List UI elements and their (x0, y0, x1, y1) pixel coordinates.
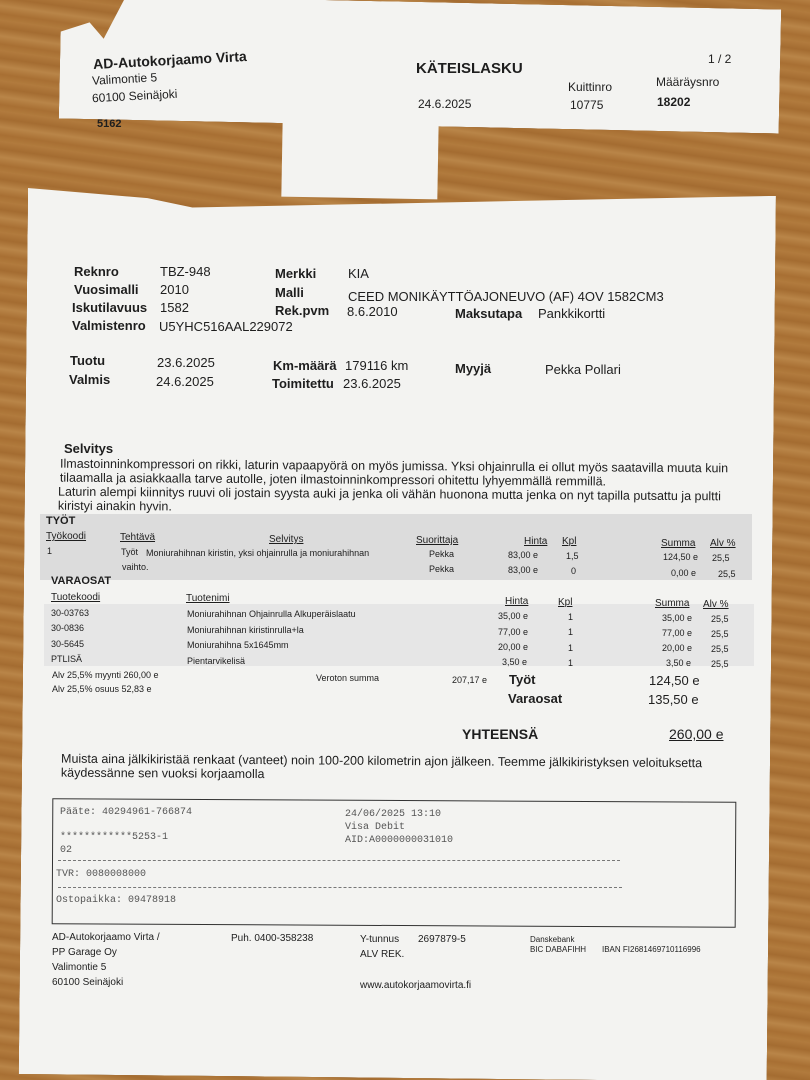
varaosat-col-alv: Alv % (703, 599, 729, 610)
tuotu-label: Tuotu (70, 353, 106, 368)
varaosat-row-kpl: 1 (568, 627, 574, 637)
varaosat-col-nimi: Tuotenimi (186, 593, 230, 604)
km-value: 179116 km (345, 358, 409, 373)
maksutapa-value: Pankkikortti (538, 306, 606, 321)
myyja-label: Myyjä (455, 361, 492, 376)
footer-ytunnus: 2697879-5 (418, 934, 466, 945)
tyot-row-koodi: 1 (47, 546, 53, 556)
tyot-col-kpl: Kpl (562, 536, 577, 547)
varaosat-row-koodi: 30-5645 (51, 639, 85, 649)
tyot-col-selvitys: Selvitys (269, 534, 304, 545)
valmistenro-label: Valmistenro (72, 318, 146, 333)
varaosat-row-summa: 35,00 e (662, 613, 693, 623)
malli-value: CEED MONIKÄYTTÖAJONEUVO (AF) 4OV 1582CM3 (348, 289, 664, 304)
receipt-ostopaikka: Ostopaikka: 09478918 (56, 895, 177, 906)
kuittinro-label: Kuittinro (568, 80, 613, 94)
varaosat-col-koodi: Tuotekoodi (51, 592, 101, 603)
tyot-row-hinta: 83,00 e (508, 550, 539, 560)
selvitys-text-1: Ilmastoinninkompressori on rikki, laturin vapaapyörä on myös jumissa. Yksi ohjainrulla ei ollut myös saatavilla muuta kuin tilaamalla ja asiakkaalla tarve autolle, joten ilmastoinninkompressori ohitettu lyhyemmällä remmillä. (59, 456, 729, 489)
varaosat-row-kpl: 1 (568, 658, 574, 668)
rekpvm-value: 8.6.2010 (347, 304, 398, 319)
toimitettu-value: 23.6.2025 (343, 376, 401, 391)
varaosat-total-value: 135,50 e (648, 692, 699, 707)
tyot-title: TYÖT (46, 515, 76, 527)
toimitettu-label: Toimitettu (272, 376, 334, 391)
page-number: 1 / 2 (708, 52, 732, 66)
tyot-row-summa: 0,00 e (671, 568, 697, 578)
iskutilavuus-label: Iskutilavuus (72, 300, 148, 315)
vuosimalli-label: Vuosimalli (74, 282, 139, 297)
tyot-row-suorittaja: Pekka (429, 549, 455, 559)
selvitys-title: Selvitys (64, 441, 114, 456)
tyot-col-suorittaja: Suorittaja (416, 535, 459, 546)
maaraysnro-label: Määräysnro (656, 75, 720, 89)
varaosat-row-koodi: PTLISÄ (51, 654, 83, 664)
varaosat-row-hinta: 77,00 e (498, 627, 529, 637)
varaosat-row-alv: 25,5 (711, 659, 729, 669)
kuittinro-value: 10775 (570, 98, 604, 112)
reknro-label: Reknro (74, 264, 119, 279)
varaosat-row-alv: 25,5 (711, 644, 729, 654)
footer-ytunnus-label: Y-tunnus (360, 934, 400, 945)
footer-company: AD-Autokorjaamo Virta / (52, 932, 160, 943)
tyot-row-suorittaja: Pekka (429, 564, 455, 574)
retorque-note: Muista aina jälkikiristää renkaat (vanteet) noin 100-200 kilometrin ajon jälkeen. Teemme jälkikiristyksen veloituksetta käydessänne sen vuoksi korjaamolla (60, 751, 703, 782)
tyot-col-koodi: Työkoodi (46, 531, 87, 542)
alv-myynti: Alv 25,5% myynti 260,00 e (52, 670, 159, 680)
tyot-total-value: 124,50 e (649, 673, 700, 688)
varaosat-row-koodi: 30-03763 (51, 608, 90, 618)
tyot-row-selvitys-cont: vaihto. (122, 562, 149, 572)
receipt-divider (58, 860, 620, 861)
rekpvm-label: Rek.pvm (275, 303, 330, 318)
varaosat-row-summa: 3,50 e (666, 658, 692, 668)
varaosat-row-hinta: 20,00 e (498, 642, 529, 652)
receipt-paate: Pääte: 40294961-766874 (60, 807, 193, 818)
vuosimalli-value: 2010 (160, 282, 189, 297)
myyja-value: Pekka Pollari (545, 362, 621, 377)
km-label: Km-määrä (273, 358, 337, 373)
footer-bank: Danskebank (530, 935, 575, 944)
footer-phone: Puh. 0400-358238 (231, 933, 314, 944)
reknro-value: TBZ-948 (160, 264, 211, 279)
varaosat-row-koodi: 30-0836 (51, 623, 85, 633)
receipt-aid: AID:A0000000031010 (345, 835, 454, 846)
tuotu-value: 23.6.2025 (157, 355, 215, 370)
tyot-row-summa: 124,50 e (663, 552, 699, 562)
receipt-datetime: 24/06/2025 13:10 (345, 809, 442, 820)
tyot-row-kpl: 1,5 (566, 551, 579, 561)
header-code: 5162 (97, 118, 122, 130)
varaosat-row-hinta: 35,00 e (498, 611, 529, 621)
receipt-card-type: Visa Debit (345, 822, 406, 833)
merkki-value: KIA (348, 266, 369, 281)
varaosat-title: VARAOSAT (51, 575, 112, 587)
footer-city: 60100 Seinäjoki (52, 977, 124, 988)
document-title: KÄTEISLASKU (416, 60, 523, 77)
tyot-col-summa: Summa (661, 538, 696, 549)
maaraysnro-value: 18202 (657, 95, 691, 109)
footer-street: Valimontie 5 (52, 962, 107, 973)
footer-bic: BIC DABAFIHH (530, 945, 587, 954)
tyot-total-label: Työt (509, 672, 536, 687)
varaosat-row-alv: 25,5 (711, 614, 729, 624)
company-city: 60100 Seinäjoki (91, 86, 178, 106)
varaosat-row-summa: 20,00 e (662, 643, 693, 653)
varaosat-row-nimi: Moniurahihna 5x1645mm (187, 640, 289, 650)
varaosat-row-nimi: Pientarvikelisä (187, 656, 246, 666)
tyot-row-tehtava: Työt (121, 547, 139, 557)
valmis-label: Valmis (69, 372, 111, 387)
maksutapa-label: Maksutapa (455, 306, 523, 321)
veroton-value: 207,17 e (452, 675, 488, 685)
tyot-row-hinta: 83,00 e (508, 565, 539, 575)
company-street: Valimontie 5 (91, 70, 158, 88)
tyot-row-alv: 25,5 (712, 553, 730, 563)
tyot-col-tehtava: Tehtävä (120, 532, 156, 543)
yhteensa-value: 260,00 e (669, 726, 724, 742)
selvitys-text-2: Laturin alempi kiinnitys ruuvi oli jostain syysta auki ja jenka oli vähän huonona mutta jenka on nyt tapilla putsattu ja pultti kiristyi ainakin hyvin. (57, 484, 721, 514)
footer-company-2: PP Garage Oy (52, 947, 117, 958)
varaosat-row-alv: 25,5 (711, 629, 729, 639)
tyot-col-alv: Alv % (710, 538, 736, 549)
receipt-card-number: ************5253-1 (60, 832, 169, 843)
malli-label: Malli (275, 285, 304, 300)
invoice-date: 24.6.2025 (418, 97, 472, 111)
varaosat-rows-band (44, 604, 754, 666)
footer-website: www.autokorjaamovirta.fi (360, 980, 472, 991)
alv-osuus: Alv 25,5% osuus 52,83 e (52, 684, 152, 694)
iskutilavuus-value: 1582 (160, 300, 189, 315)
varaosat-row-kpl: 1 (568, 643, 574, 653)
footer-alv-rek: ALV REK. (360, 949, 405, 960)
receipt-tvr: TVR: 0080008000 (56, 869, 147, 880)
veroton-label: Veroton summa (316, 673, 380, 683)
company-name: AD-Autokorjaamo Virta (92, 47, 248, 73)
tyot-row-alv: 25,5 (718, 569, 736, 579)
tyot-row-kpl: 0 (571, 566, 577, 576)
yhteensa-label: YHTEENSÄ (462, 726, 539, 742)
valmistenro-value: U5YHC516AAL229072 (159, 319, 293, 334)
varaosat-row-kpl: 1 (568, 612, 574, 622)
varaosat-col-summa: Summa (655, 598, 690, 609)
valmis-value: 24.6.2025 (156, 374, 214, 389)
varaosat-row-nimi: Moniurahihnan kiristinrulla+la (187, 625, 304, 635)
tyot-col-hinta: Hinta (524, 536, 548, 547)
footer-iban: IBAN FI2681469710116996 (602, 945, 701, 954)
receipt-seq: 02 (60, 845, 73, 856)
varaosat-col-kpl: Kpl (558, 597, 573, 608)
tyot-row-selvitys: Moniurahihnan kiristin, yksi ohjainrulla ja moniurahihnan (146, 548, 370, 558)
merkki-label: Merkki (275, 266, 317, 281)
varaosat-row-hinta: 3,50 e (502, 657, 528, 667)
varaosat-col-hinta: Hinta (505, 596, 529, 607)
receipt-divider (58, 887, 622, 888)
middle-paper-flap (281, 119, 438, 200)
varaosat-total-label: Varaosat (508, 691, 563, 706)
varaosat-row-summa: 77,00 e (662, 628, 693, 638)
varaosat-row-nimi: Moniurahihnan Ohjainrulla Alkuperäislaatu (187, 609, 356, 619)
